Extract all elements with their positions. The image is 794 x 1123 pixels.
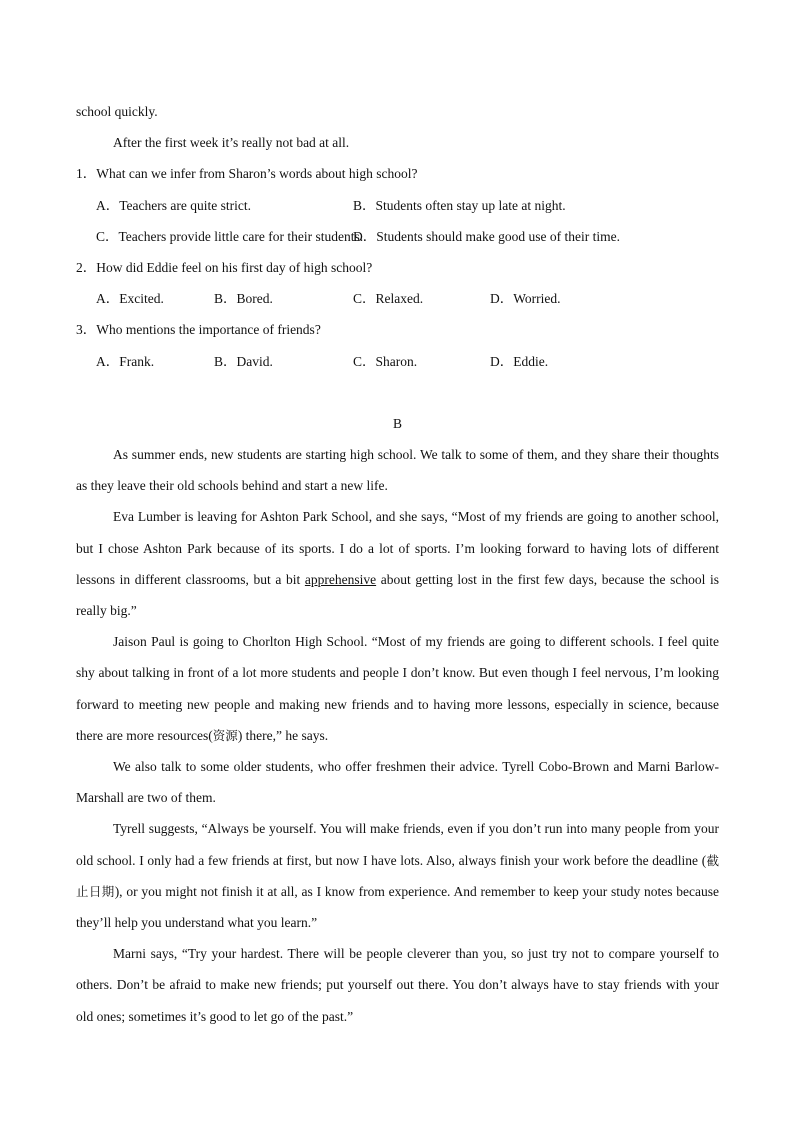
chinese-gloss: 资源: [212, 727, 238, 743]
question-text: What can we infer from Sharon’s words about high school?: [96, 166, 418, 182]
option-d[interactable]: D．Eddie.: [490, 353, 549, 369]
text-line: After the first week it’s really not bad at all.: [113, 135, 350, 151]
option-c[interactable]: C．Teachers provide little care for their students.: [96, 228, 364, 244]
paragraph-text: Jaison Paul is going to Chorlton High School. “Most of my friends are going to different schools. I feel quite shy about talking in front of a lot more students and people I don’t know. But even though I feel nervous, I’m looking forward to meeting new people and making new friends and to having more lessons, especially in science, because there are more resources(: [76, 634, 719, 743]
question-number: 3．: [76, 322, 97, 338]
chinese-gloss: 截止日期: [76, 852, 719, 899]
paragraph-4: We also talk to some older students, who offer freshmen their advice. Tyrell Cobo-Brown and Marni Barlow-Marshall are two of them.: [76, 759, 719, 806]
text-line: school quickly.: [76, 104, 158, 119]
paragraph-2: [76, 501, 719, 626]
question-number: 2．: [76, 260, 97, 276]
spacer: [76, 377, 719, 408]
option-d[interactable]: D．Students should make good use of their time.: [353, 228, 620, 244]
options-row: [96, 346, 719, 377]
question-3: [76, 314, 719, 345]
page-content: [76, 96, 719, 1032]
question-number: 1．: [76, 166, 97, 182]
option-a[interactable]: A．Excited.: [96, 291, 164, 307]
section-heading: B: [392, 415, 402, 431]
paragraph-text: Tyrell suggests, “Always be yourself. You will make friends, even if you don’t run into many people from your old school. I only had a few friends at first, but now I have lots. Also, always finish your work before the deadline (: [76, 821, 719, 868]
paragraph-5: [76, 813, 719, 938]
paragraph-text: about getting lost in the first few days, because the school is really big.”: [76, 571, 720, 619]
option-c[interactable]: C．Relaxed.: [353, 291, 424, 307]
option-c[interactable]: C．Sharon.: [353, 353, 418, 369]
question-2: [76, 252, 719, 283]
options-row: [96, 190, 719, 221]
option-b[interactable]: B．Students often stay up late at night.: [353, 197, 566, 213]
paragraph-3: [76, 626, 719, 751]
paragraph-text: Eva Lumber is leaving for Ashton Park School, and she says, “Most of my friends are going to another school, but I chose Ashton Park because of its sports. I do a lot of sports. I’m looking forward to having lots of different lessons in different classrooms, but a bit: [76, 509, 719, 587]
option-a[interactable]: A．Teachers are quite strict.: [96, 197, 251, 213]
paragraph-1: As summer ends, new students are starting high school. We talk to some of them, and they share their thoughts as they leave their old schools behind and start a new life.: [76, 447, 719, 494]
underlined-word: apprehensive: [304, 571, 377, 587]
question-1: [76, 158, 719, 189]
paragraph-text: ), or you might not finish it at all, as I know from experience. And remember to keep your study notes because they’ll help you understand what you learn.”: [76, 883, 719, 931]
paragraph-6: Marni says, “Try your hardest. There will be people cleverer than you, so just try not to compare yourself to others. Don’t be afraid to make new friends; put yourself out there. You don’t always have to stay friends with your old ones; sometimes it’s good to let go of the past.”: [76, 946, 719, 1024]
option-a[interactable]: A．Frank.: [96, 353, 155, 369]
question-text: How did Eddie feel on his first day of high school?: [96, 260, 373, 276]
option-d[interactable]: D．Worried.: [490, 291, 561, 307]
question-text: Who mentions the importance of friends?: [96, 322, 321, 338]
paragraph-text: ) there,” he says.: [237, 727, 329, 743]
option-b[interactable]: B．Bored.: [214, 291, 273, 307]
options-row: [96, 221, 719, 252]
options-row: [96, 283, 719, 314]
option-b[interactable]: B．David.: [214, 353, 273, 369]
